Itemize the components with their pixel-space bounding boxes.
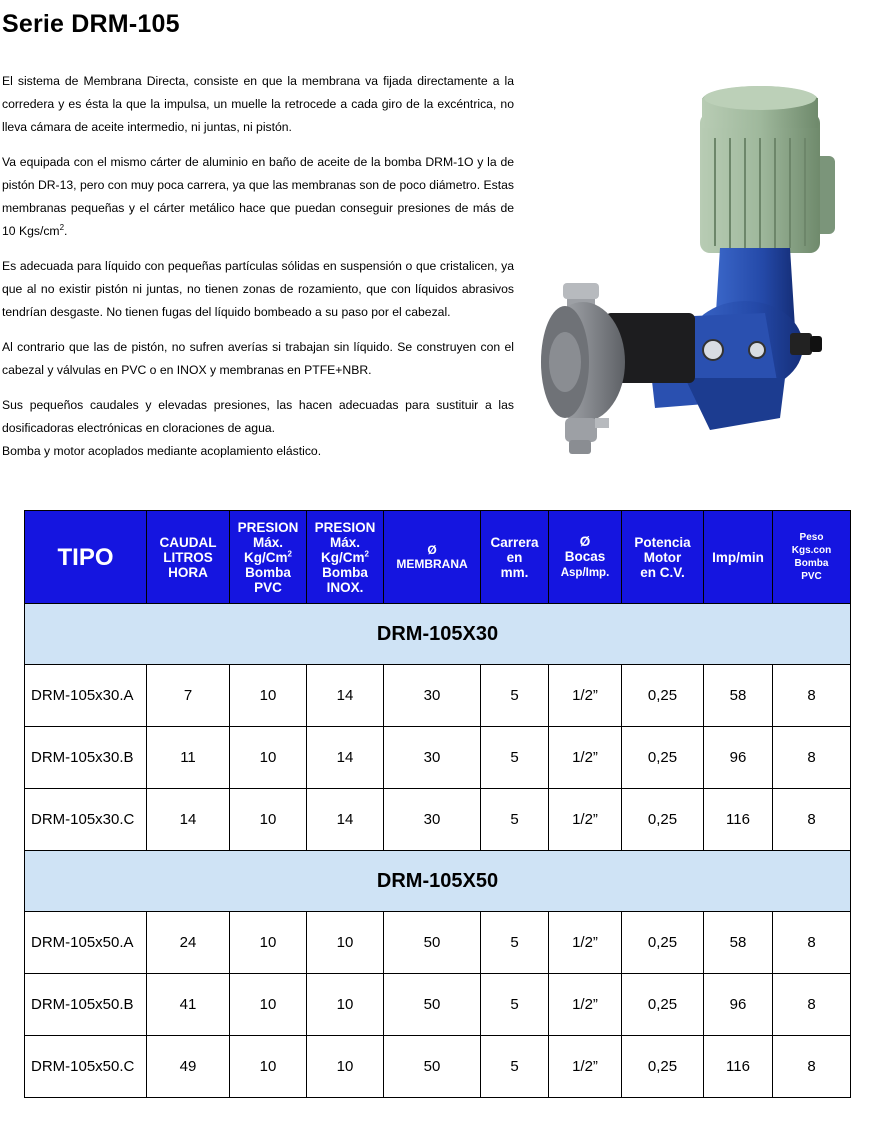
col-header-membrana: Ø MEMBRANA [384, 511, 481, 604]
table-row [25, 1036, 851, 1098]
cell-tipo: DRM-105x30.B [25, 727, 147, 789]
group-row [25, 851, 851, 912]
cell-membrana: 30 [384, 789, 481, 851]
paragraph: Bomba y motor acoplados mediante acoplamiento elástico. [2, 444, 322, 458]
cell-peso: 8 [773, 727, 851, 789]
cell-potencia: 0,25 [622, 912, 704, 974]
col-header-tipo: TIPO [25, 511, 147, 604]
paragraph: Va equipada con el mismo cárter de aluminio en baño de aceite de la bomba DRM-1O y la de pistón DR-13, pero con muy poca carrera, ya que las membranas son de poco diámetro. Estas membranas pequeñas y el cárter metálico hace que puedan conseguir presiones de más de 10 Kgs/$cm^2$. [2, 155, 514, 238]
cell-potencia: 0,25 [622, 789, 704, 851]
cell-presion-pvc: 10 [230, 974, 307, 1036]
cell-imp: 58 [704, 665, 773, 727]
cell-presion-inox: 10 [307, 974, 384, 1036]
cell-tipo: DRM-105x50.C [25, 1036, 147, 1098]
group-title: DRM-105X30 [25, 604, 851, 665]
cell-bocas: 1/2” [549, 665, 622, 727]
col-header-peso: Peso Kgs.con Bomba PVC [773, 511, 851, 604]
cell-presion-inox: 10 [307, 1036, 384, 1098]
cell-peso: 8 [773, 789, 851, 851]
cell-caudal: 24 [147, 912, 230, 974]
cell-imp: 58 [704, 912, 773, 974]
cell-presion-inox: 10 [307, 912, 384, 974]
cell-membrana: 50 [384, 974, 481, 1036]
group-title: DRM-105X50 [25, 851, 851, 912]
cell-tipo: DRM-105x50.A [25, 912, 147, 974]
table-header [25, 511, 851, 604]
cell-imp: 116 [704, 789, 773, 851]
cell-potencia: 0,25 [622, 1036, 704, 1098]
cell-presion-inox: 14 [307, 789, 384, 851]
cell-presion-inox: 14 [307, 665, 384, 727]
cell-imp: 96 [704, 727, 773, 789]
cell-presion-pvc: 10 [230, 789, 307, 851]
cell-tipo: DRM-105x50.B [25, 974, 147, 1036]
cell-imp: 96 [704, 974, 773, 1036]
col-header-potencia: Potencia Motor en C.V. [622, 511, 704, 604]
pump-photo [535, 78, 845, 468]
spec-table [24, 510, 851, 1098]
cell-potencia: 0,25 [622, 665, 704, 727]
cell-bocas: 1/2” [549, 912, 622, 974]
cell-potencia: 0,25 [622, 974, 704, 1036]
cell-bocas: 1/2” [549, 974, 622, 1036]
paragraph: Sus pequeños caudales y elevadas presiones, las hacen adecuadas para sustituir a las dosificadoras electrónicas en cloraciones de agua. [2, 398, 514, 435]
cell-carrera: 5 [481, 789, 549, 851]
cell-tipo: DRM-105x30.A [25, 665, 147, 727]
cell-carrera: 5 [481, 727, 549, 789]
cell-membrana: 30 [384, 727, 481, 789]
cell-tipo: DRM-105x30.C [25, 789, 147, 851]
table-row [25, 789, 851, 851]
cell-imp: 116 [704, 1036, 773, 1098]
cell-carrera: 5 [481, 912, 549, 974]
paragraph: El sistema de Membrana Directa, consiste en que la membrana va fijada directamente a la corredera y es ésta la que la impulsa, un muelle la retrocede a cada giro de la excéntrica, no lleva cámara de aceite intermedio, ni juntas, ni pistón. [2, 74, 514, 134]
paragraph: Al contrario que las de pistón, no sufren averías si trabajan sin líquido. Se construyen con el cabezal y válvulas en PVC o en INOX y membranas en PTFE+NBR. [2, 340, 514, 377]
col-header-presion-pvc: PRESION Máx. Kg/Cm$^2$ Bomba PVC [230, 511, 307, 604]
pump-head [541, 283, 625, 454]
group-row [25, 604, 851, 665]
motor [700, 86, 835, 253]
col-header-bocas: Ø Bocas Asp/Imp. [549, 511, 622, 604]
cell-presion-pvc: 10 [230, 1036, 307, 1098]
cell-bocas: 1/2” [549, 789, 622, 851]
cell-bocas: 1/2” [549, 1036, 622, 1098]
cell-caudal: 14 [147, 789, 230, 851]
cell-membrana: 30 [384, 665, 481, 727]
cell-bocas: 1/2” [549, 727, 622, 789]
description-text [2, 70, 514, 463]
cell-peso: 8 [773, 912, 851, 974]
cell-membrana: 50 [384, 1036, 481, 1098]
cell-peso: 8 [773, 974, 851, 1036]
table-row [25, 912, 851, 974]
cell-presion-inox: 14 [307, 727, 384, 789]
col-header-presion-inox: PRESION Máx. Kg/Cm$^2$ Bomba INOX. [307, 511, 384, 604]
cell-membrana: 50 [384, 912, 481, 974]
table-row [25, 665, 851, 727]
cell-carrera: 5 [481, 665, 549, 727]
cell-potencia: 0,25 [622, 727, 704, 789]
col-header-imp: Imp/min [704, 511, 773, 604]
col-header-carrera: Carrera en mm. [481, 511, 549, 604]
col-header-caudal: CAUDAL LITROS HORA [147, 511, 230, 604]
cell-presion-pvc: 10 [230, 912, 307, 974]
cell-caudal: 41 [147, 974, 230, 1036]
cell-peso: 8 [773, 1036, 851, 1098]
paragraph: Es adecuada para líquido con pequeñas partículas sólidas en suspensión o que cristalicen, ya que al no existir pistón ni juntas, no tienen zonas de rozamiento, que con líquidos abrasivos tendrían desgaste. No tienen fugas del líquido bombeado a su paso por el cabezal. [2, 259, 514, 319]
cell-peso: 8 [773, 665, 851, 727]
table-row [25, 974, 851, 1036]
table-row [25, 727, 851, 789]
cell-presion-pvc: 10 [230, 665, 307, 727]
cell-caudal: 49 [147, 1036, 230, 1098]
cell-caudal: 7 [147, 665, 230, 727]
cell-carrera: 5 [481, 1036, 549, 1098]
cell-caudal: 11 [147, 727, 230, 789]
page-title: Serie DRM-105 [2, 10, 180, 38]
cell-presion-pvc: 10 [230, 727, 307, 789]
cell-carrera: 5 [481, 974, 549, 1036]
